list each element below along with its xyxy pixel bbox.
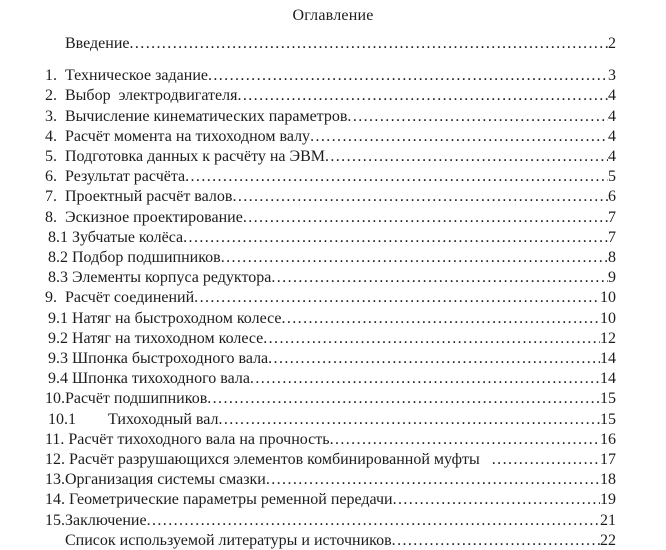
toc-leader-dots: [232, 187, 608, 207]
toc-entry: [0, 127, 666, 147]
toc-page-number: 22: [600, 531, 616, 549]
toc-leader-dots: [237, 86, 608, 106]
toc-leader-dots: [347, 107, 608, 127]
toc-entry-text: 12. Расчёт разрушающихся элементов комбинированной муфты: [45, 451, 492, 469]
toc-entry: [0, 86, 666, 106]
toc-page-number: 7: [608, 228, 616, 246]
toc-leader-dots: [268, 349, 600, 369]
toc-page-number: 5: [608, 168, 616, 186]
toc-leader-dots: [130, 34, 609, 54]
toc-page-number: 3: [608, 67, 616, 85]
toc-leader-dots: [250, 369, 600, 389]
toc-entry-text: 15.Заключение: [45, 511, 147, 529]
toc-leader-dots: [310, 127, 608, 147]
toc-leader-dots: [185, 167, 608, 187]
toc-page-number: 2: [608, 35, 616, 52]
toc-leader-dots: [330, 430, 600, 450]
toc-entry-text: 8.1 Зубчатые колёса: [48, 228, 184, 246]
page-title: Оглавление: [292, 7, 374, 24]
toc-entry-text: 10.Расчёт подшипников: [45, 390, 208, 408]
toc-entry-text: 8.3 Элементы корпуса редуктора: [48, 269, 272, 287]
toc-page-number: 6: [608, 188, 616, 206]
toc-entry-text: 9.3 Шпонка быстроходного вала: [48, 350, 269, 368]
toc-entry-text: 4. Расчёт момента на тихоходном валу: [45, 127, 311, 145]
toc-entry: [0, 389, 666, 409]
toc-entry: [0, 228, 666, 248]
toc-entry: [0, 511, 666, 531]
toc-entry: [0, 248, 666, 268]
toc-leader-dots: [281, 309, 600, 329]
toc-entry-text: 6. Результат расчёта: [45, 168, 186, 186]
toc-entry: [0, 107, 666, 127]
toc-entry-text: 3. Вычисление кинематических параметров: [45, 107, 348, 125]
toc-entry-text: Список используемой литературы и источников: [65, 531, 392, 549]
toc-page-number: 10: [600, 309, 616, 327]
toc-entry: [0, 329, 666, 349]
toc-leader-dots: [221, 248, 608, 268]
toc-leader-dots: [194, 288, 600, 308]
toc-leader-dots: [492, 450, 600, 470]
toc-page-number: 12: [600, 329, 616, 347]
toc-page-number: 21: [600, 511, 616, 529]
toc-leader-dots: [263, 329, 600, 349]
toc-entry-text: 10.1 Тихоходный вал: [48, 410, 219, 428]
toc-leader-dots: [208, 66, 608, 86]
toc-entry-text: 2. Выбор электродвигателя: [45, 87, 238, 105]
toc-entry-text: 9.1 Натяг на быстроходном колесе: [48, 309, 282, 327]
toc-entry-text: 9. Расчёт соединений: [45, 289, 195, 307]
toc-entry: [0, 430, 666, 450]
toc-entry: [0, 147, 666, 167]
toc-entry-text: 9.4 Шпонка тихоходного вала: [48, 370, 250, 388]
toc-entry-text: 8.2 Подбор подшипников: [48, 249, 221, 267]
toc-entry: [0, 268, 666, 288]
toc-page-number: 4: [608, 107, 616, 125]
toc-entry: [0, 66, 666, 86]
toc-entry: [0, 450, 666, 470]
toc-leader-dots: [207, 389, 600, 409]
toc-entry: [0, 490, 666, 510]
toc-leader-dots: [218, 410, 600, 430]
toc-entry-text: 14. Геометрические параметры ременной передачи: [45, 491, 393, 509]
toc-entry: [0, 369, 666, 389]
toc-entry: [0, 288, 666, 308]
toc-page-number: 7: [608, 208, 616, 226]
toc-entry-text: 8. Эскизное проектирование: [45, 208, 243, 226]
toc-entry: [0, 349, 666, 369]
toc-leader-dots: [266, 470, 600, 490]
toc-entry: [0, 410, 666, 430]
toc-leader-dots: [325, 147, 608, 167]
toc-page-number: 4: [608, 87, 616, 105]
toc-page-number: 4: [608, 127, 616, 145]
toc-entry-text: 5. Подготовка данных к расчёту на ЭВМ: [45, 148, 325, 166]
toc-leader-dots: [393, 490, 600, 510]
toc-leader-dots: [243, 208, 608, 228]
toc-entry-text: 1. Техническое задание: [45, 67, 208, 85]
toc-page-number: 14: [600, 370, 616, 388]
toc-entry-text: 7. Проектный расчёт валов: [45, 188, 233, 206]
toc-page-number: 15: [600, 390, 616, 408]
toc-page-number: 18: [600, 471, 616, 489]
toc-leader-dots: [183, 228, 608, 248]
toc-entry: [0, 208, 666, 228]
toc-entry-text: 9.2 Натяг на тихоходном колесе: [48, 329, 264, 347]
toc-page-number: 8: [608, 249, 616, 267]
toc-page-number: 10: [600, 289, 616, 307]
toc-entry: [0, 34, 666, 54]
toc-page-number: 16: [600, 430, 616, 448]
toc-leader-dots: [147, 511, 600, 531]
toc-entry: [0, 309, 666, 329]
toc-entry: [0, 187, 666, 207]
toc-page-number: 19: [600, 491, 616, 509]
toc-entry-text: 11. Расчёт тихоходного вала на прочность: [45, 430, 330, 448]
toc-entry: [0, 470, 666, 490]
toc-entry-text: 13.Организация системы смазки: [45, 471, 266, 489]
toc-entry-text: Введение: [65, 35, 130, 52]
toc-entry: [0, 531, 666, 550]
toc-page-number: 17: [600, 451, 616, 469]
toc-leader-dots: [271, 268, 608, 288]
toc-leader-dots: [392, 531, 600, 550]
toc-page-number: 4: [608, 148, 616, 166]
toc-page-number: 15: [600, 410, 616, 428]
toc-page-number: 14: [600, 350, 616, 368]
toc-entry: [0, 167, 666, 187]
table-of-contents: [0, 34, 666, 550]
toc-page-number: 9: [608, 269, 616, 287]
